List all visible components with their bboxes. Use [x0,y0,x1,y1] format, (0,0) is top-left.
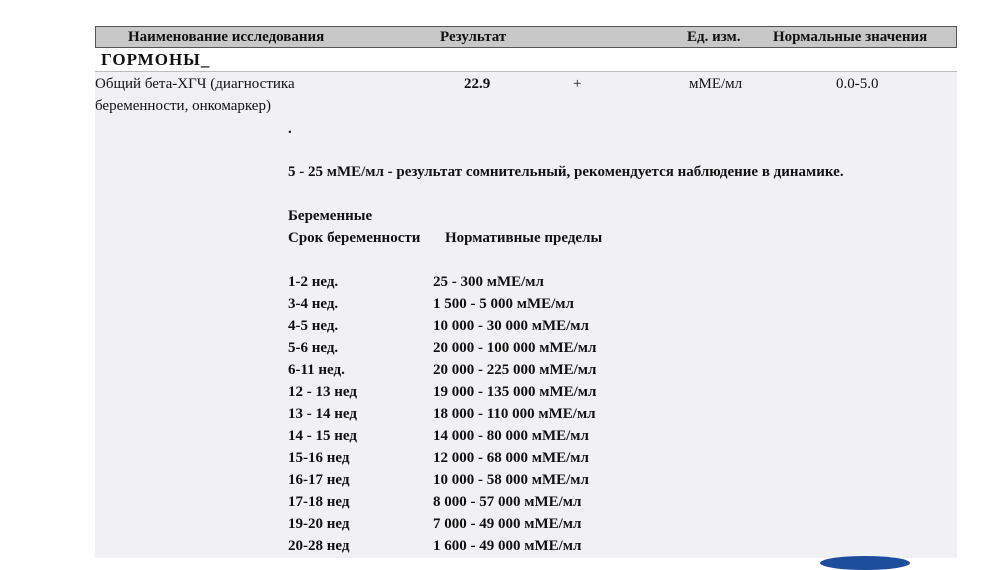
header-name: Наименование исследования [128,29,325,45]
pregnancy-term: 15-16 нед [288,450,350,466]
test-value: 22.9 [464,76,491,92]
pregnancy-term: 6-11 нед. [288,362,345,378]
pregnancy-range: 19 000 - 135 000 мМЕ/мл [433,384,597,400]
pregnancy-range: 12 000 - 68 000 мМЕ/мл [433,450,589,466]
header-normal: Нормальные значения [773,29,928,45]
pregnancy-range: 7 000 - 49 000 мМЕ/мл [433,516,582,532]
pregnancy-term: 3-4 нед. [288,296,339,312]
pregnancy-range: 10 000 - 58 000 мМЕ/мл [433,472,589,488]
pregnancy-term: 12 - 13 нед [288,384,357,400]
test-flag: + [573,76,582,92]
pregnancy-range: 25 - 300 мМЕ/мл [433,274,544,290]
pregnancy-range: 20 000 - 225 000 мМЕ/мл [433,362,597,378]
header-result: Результат [440,29,507,45]
header-units: Ед. изм. [687,29,741,45]
pregnancy-range: 1 600 - 49 000 мМЕ/мл [433,538,582,554]
note-doubtful: 5 - 25 мМЕ/мл - результат сомнительный, рекомендуется наблюдение в динамике. [288,164,844,180]
table-head-term: Срок беременности [288,230,421,246]
pregnancy-range: 20 000 - 100 000 мМЕ/мл [433,340,597,356]
test-name-line1: Общий бета-ХГЧ (диагностика [95,76,295,92]
pregnancy-term: 5-6 нед. [288,340,339,356]
pregnancy-range: 18 000 - 110 000 мМЕ/мл [433,406,596,422]
table-head-limits: Нормативные пределы [445,230,603,246]
pregnancy-range: 1 500 - 5 000 мМЕ/мл [433,296,574,312]
test-reference: 0.0-5.0 [836,76,879,92]
pregnancy-term: 16-17 нед [288,472,350,488]
pregnancy-range: 10 000 - 30 000 мМЕ/мл [433,318,589,334]
pregnancy-range: 8 000 - 57 000 мМЕ/мл [433,494,582,510]
pregnancy-range: 14 000 - 80 000 мМЕ/мл [433,428,589,444]
note-dot: . [288,121,292,137]
pregnancy-term: 4-5 нед. [288,318,339,334]
pregnancy-term: 20-28 нед [288,538,350,554]
section-row [95,49,957,72]
test-name-line2: беременности, онкомаркер) [95,98,271,114]
pregnancy-term: 19-20 нед [288,516,350,532]
note-pregnant: Беременные [288,208,373,224]
decorative-blob [820,556,910,570]
pregnancy-term: 1-2 нед. [288,274,339,290]
pregnancy-term: 14 - 15 нед [288,428,357,444]
pregnancy-term: 17-18 нед [288,494,350,510]
section-title: ГОРМОНЫ_ [101,50,211,69]
test-units: мМЕ/мл [689,76,743,92]
pregnancy-term: 13 - 14 нед [288,406,357,422]
